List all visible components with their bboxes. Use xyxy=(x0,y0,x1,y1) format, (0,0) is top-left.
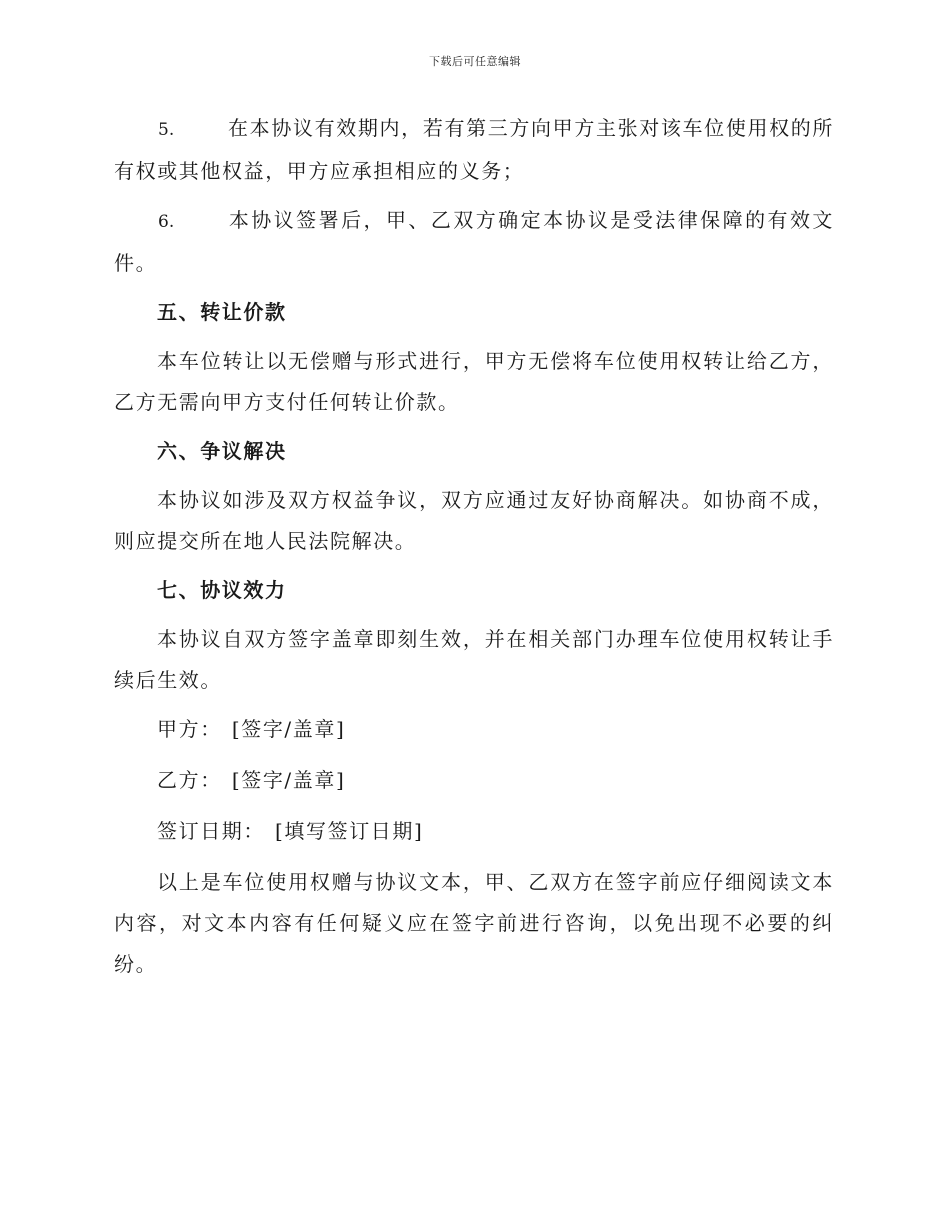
signature-value: [填写签订日期] xyxy=(275,819,424,843)
signature-value: [签字/盖章] xyxy=(231,717,346,741)
section-heading-price: 五、转让价款 xyxy=(157,300,287,324)
clause-text: 本协议签署后，甲、乙双方确定本协议是受法律保障的有效文件。 xyxy=(114,208,834,275)
signature-party-a xyxy=(114,709,834,750)
signing-date xyxy=(114,811,834,852)
section-body-validity: 本协议自双方签字盖章即刻生效，并在相关部门办理车位使用权转让手续后生效。 xyxy=(114,627,834,692)
section-heading-dispute: 六、争议解决 xyxy=(157,439,287,463)
clause-text: 在本协议有效期内，若有第三方向甲方主张对该车位使用权的所有权或其他权益，甲方应承担相应的义务； xyxy=(114,116,834,183)
clause-number: 6. xyxy=(158,212,175,232)
section-body-price: 本车位转让以无偿赠与形式进行，甲方无偿将车位使用权转让给乙方，乙方无需向甲方支付任何转让价款。 xyxy=(114,349,834,414)
clause-5 xyxy=(114,108,834,192)
clause-6 xyxy=(114,200,834,284)
closing-paragraph: 以上是车位使用权赠与协议文本，甲、乙双方在签字前应仔细阅读文本内容，对文本内容有任何疑义应在签字前进行咨询，以免出现不必要的纠纷。 xyxy=(114,870,834,976)
header-note: 下载后可任意编辑 xyxy=(429,55,521,68)
section-body-dispute: 本协议如涉及双方权益争议，双方应通过友好协商解决。如协商不成，则应提交所在地人民法院解决。 xyxy=(114,488,834,553)
signature-label: 乙方： xyxy=(157,768,222,792)
section-heading-validity: 七、协议效力 xyxy=(157,578,287,602)
signature-label: 签订日期： xyxy=(157,819,265,843)
signature-value: [签字/盖章] xyxy=(231,768,346,792)
signature-party-b xyxy=(114,760,834,801)
document-body xyxy=(114,108,834,993)
clause-number: 5. xyxy=(158,120,175,140)
signature-label: 甲方： xyxy=(157,717,222,741)
